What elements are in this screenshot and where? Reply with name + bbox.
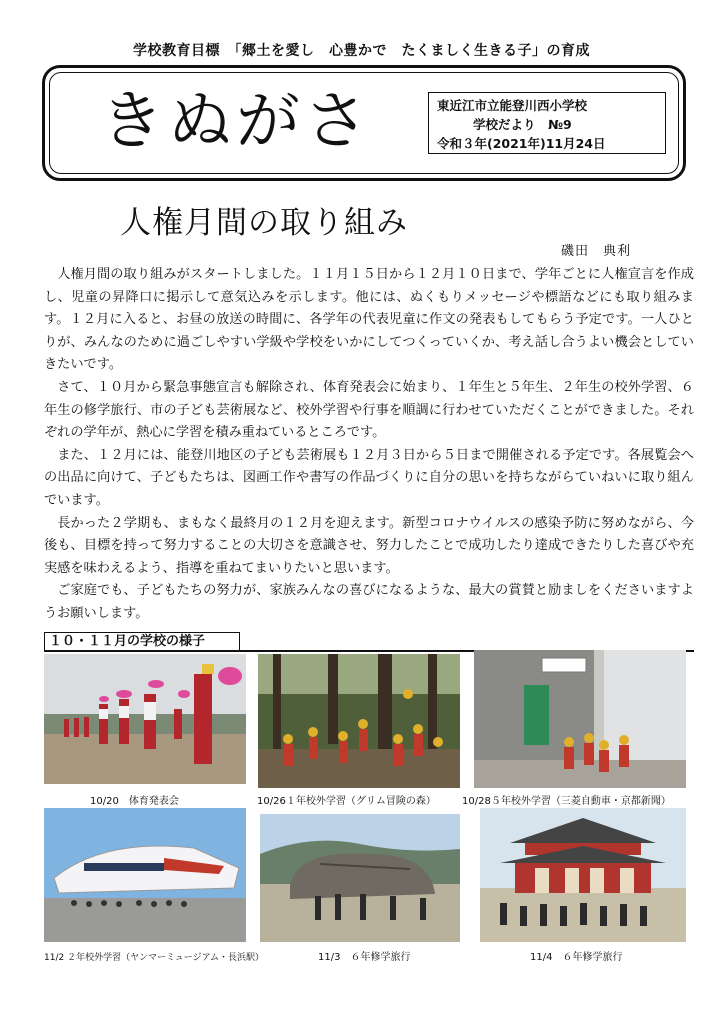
paragraph: 人権月間の取り組みがスタートしました。１１月１５日から１２月１０日まで、学年ごとに人権宣言を作成し、児童の昇降口に掲示して意気込みを示します。他には、ぬくもりメッセージや標語などにも取り組みます。１２月に入ると、お昼の放送の時間に、各学年の代表児童に作文の発表もしてもらう予定です。一人ひとりが、みんなのために過ごしやすい学級や学校をいかにしてつくっていくか、考え話し合うよい機会としていきたいです。 <box>44 267 694 373</box>
photos-section-heading: １０・１１月の学校の様子 <box>44 632 240 652</box>
school-motto: 学校教育目標 「郷土を愛し 心豊かで たくましく生きる子」の育成 <box>133 43 590 59</box>
photo-caption: 10/20 体育発表会 <box>90 796 179 807</box>
photo-museum-visit <box>44 808 246 942</box>
issue-date: 令和３年(2021年)11月24日 <box>437 136 606 151</box>
paragraph: また、１２月には、能登川地区の子ども芸術展も１２月３日から５日まで開催される予定です。各展覧会への出品に向けて、子どもたちは、図画工作や書写の作品づくりに自分の思いを持ちながらていねいに取り組んでいます。 <box>44 447 694 508</box>
photo-caption: 11/2 ２年校外学習（ヤンマーミュージアム・長浜駅） <box>44 953 264 963</box>
article-author: 磯田 典利 <box>561 244 632 259</box>
school-name: 東近江市立能登川西小学校 <box>437 98 588 113</box>
photo-caption: 11/4 ６年修学旅行 <box>530 952 623 963</box>
photo-caption: 10/28５年校外学習（三菱自動車・京都新聞） <box>462 796 671 807</box>
photo-school-trip-stone <box>260 814 460 942</box>
paragraph: さて、１０月から緊急事態宣言も解除され、体育発表会に始まり、１年生と５年生、２年生の校外学習、６年生の修学旅行、市の子ども芸術展など、校外学習や行事を順調に行わせていただくことができました。それぞれの学年が、熱心に学習を積み重ねているところです。 <box>44 379 694 441</box>
photo-caption: 10/26１年校外学習（グリム冒険の森） <box>257 796 436 807</box>
newsletter-issue: 学校だより №9 <box>473 117 572 132</box>
photo-forest-field-trip <box>258 654 460 788</box>
photo-caption: 11/3 ６年修学旅行 <box>318 952 411 963</box>
article-title: 人権月間の取り組み <box>120 205 408 241</box>
paragraph: 長かった２学期も、まもなく最終月の１２月を迎えます。新型コロナウイルスの感染予防に努めながら、今後も、目標を持って努力することの大切さを意識させ、努力したことで成功したり達成できたりした喜びや充実感を味わえるよう、指導を重ねてまいりたいと思います。 <box>44 515 694 576</box>
article-body <box>44 264 694 626</box>
masthead-info-box <box>428 92 666 154</box>
photo-factory-visit <box>474 650 686 788</box>
photo-sports-festival <box>44 654 246 784</box>
paragraph: ご家庭でも、子どもたちの努力が、家族みんなの喜びになるような、最大の賞賛と励ましをくださいますようお願いします。 <box>44 583 694 621</box>
photo-heijo-palace-gate <box>480 808 686 942</box>
newsletter-title: きぬがさ <box>100 85 372 159</box>
